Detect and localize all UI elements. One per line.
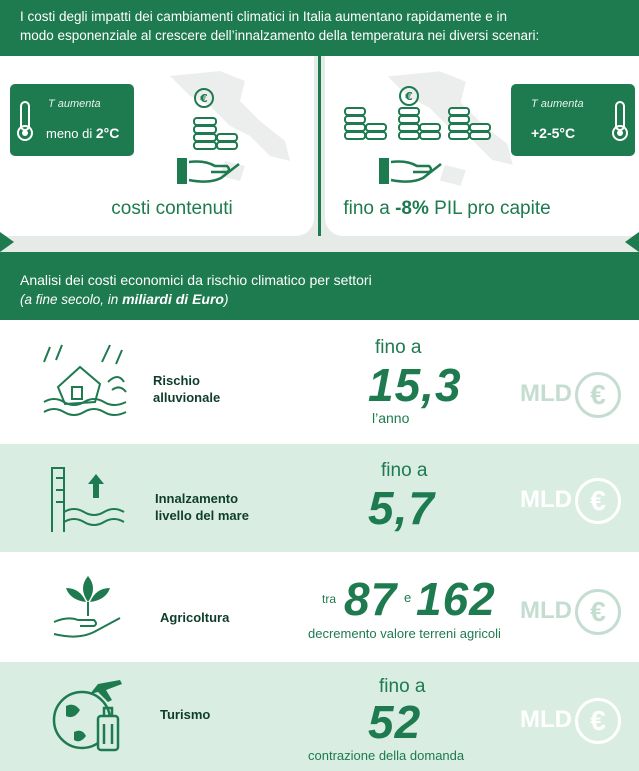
section-subtitle: (a fine secolo, in miliardi di Euro) bbox=[20, 291, 229, 307]
scenario-card-low bbox=[0, 56, 314, 236]
thermometer-icon bbox=[16, 100, 34, 142]
sea-level-icon bbox=[48, 464, 128, 534]
sector-value-2: 162 bbox=[416, 573, 496, 625]
sector-value: 5,7 bbox=[368, 482, 435, 534]
sector-value: 87 bbox=[344, 573, 398, 625]
sector-row-agriculture bbox=[0, 552, 639, 662]
euro-icon: € bbox=[575, 478, 621, 524]
section-header bbox=[0, 252, 639, 320]
hand-icon bbox=[377, 152, 447, 192]
euro-icon: € bbox=[575, 589, 621, 635]
thermometer-icon bbox=[611, 100, 629, 142]
sector-post: contrazione della domanda bbox=[308, 748, 465, 763]
mld-label: MLD bbox=[520, 486, 572, 513]
plant-hand-icon bbox=[48, 566, 128, 642]
scenario-caption-low: costi contenuti bbox=[111, 198, 233, 219]
right-arrow-tab bbox=[625, 232, 639, 252]
scenario-card-high bbox=[325, 56, 639, 236]
euro-icon: € bbox=[575, 698, 621, 744]
left-arrow-tab bbox=[0, 232, 14, 252]
sector-row-tourism bbox=[0, 662, 639, 771]
temp-box-low bbox=[10, 84, 134, 156]
sector-label: Rischio alluvionale bbox=[153, 373, 221, 405]
temp-label: T aumenta bbox=[531, 98, 584, 110]
scenario-caption-high: fino a -8% PIL pro capite bbox=[343, 198, 551, 219]
temp-value-text: meno di 2°C bbox=[46, 125, 120, 141]
temp-label: T aumenta bbox=[48, 98, 101, 110]
sector-pre: fino a bbox=[379, 676, 426, 697]
sector-post: l’anno bbox=[372, 410, 410, 426]
sector-label: Innalzamento livello del mare bbox=[155, 491, 249, 523]
intro-banner bbox=[0, 0, 639, 56]
sector-mid: e bbox=[404, 590, 412, 605]
intro-line-2: modo esponenziale al crescere dell’innalzamento della temperatura nei diversi scenari: bbox=[20, 28, 540, 43]
temp-value-text: +2-5°C bbox=[531, 125, 576, 141]
sector-pre: fino a bbox=[375, 337, 422, 358]
scenario-divider bbox=[318, 56, 321, 236]
mld-label: MLD bbox=[520, 597, 572, 624]
sector-post: decremento valore terreni agricoli bbox=[308, 626, 501, 641]
section-title: Analisi dei costi economici da rischio climatico per settori bbox=[20, 272, 372, 288]
mld-label: MLD bbox=[520, 706, 572, 733]
temp-box-high bbox=[511, 84, 635, 156]
sector-row-sea-level bbox=[0, 444, 639, 552]
svg-text:€: € bbox=[405, 90, 413, 103]
sector-value: 52 bbox=[368, 696, 422, 748]
intro-line-1: I costi degli impatti dei cambiamenti climatici in Italia aumentano rapidamente e in bbox=[20, 9, 507, 24]
sector-label: Agricoltura bbox=[160, 610, 230, 625]
sector-value: 15,3 bbox=[368, 359, 462, 411]
coins-icon bbox=[343, 86, 503, 156]
flood-icon bbox=[40, 342, 130, 422]
sector-label: Turismo bbox=[160, 707, 211, 722]
euro-icon: € bbox=[575, 372, 621, 418]
travel-icon bbox=[46, 676, 130, 760]
sector-row-flood bbox=[0, 320, 639, 444]
sector-pre: tra bbox=[322, 592, 337, 606]
mld-label: MLD bbox=[520, 380, 572, 407]
hand-icon bbox=[175, 152, 245, 192]
sector-pre: fino a bbox=[381, 460, 428, 481]
svg-text:€: € bbox=[200, 92, 208, 105]
